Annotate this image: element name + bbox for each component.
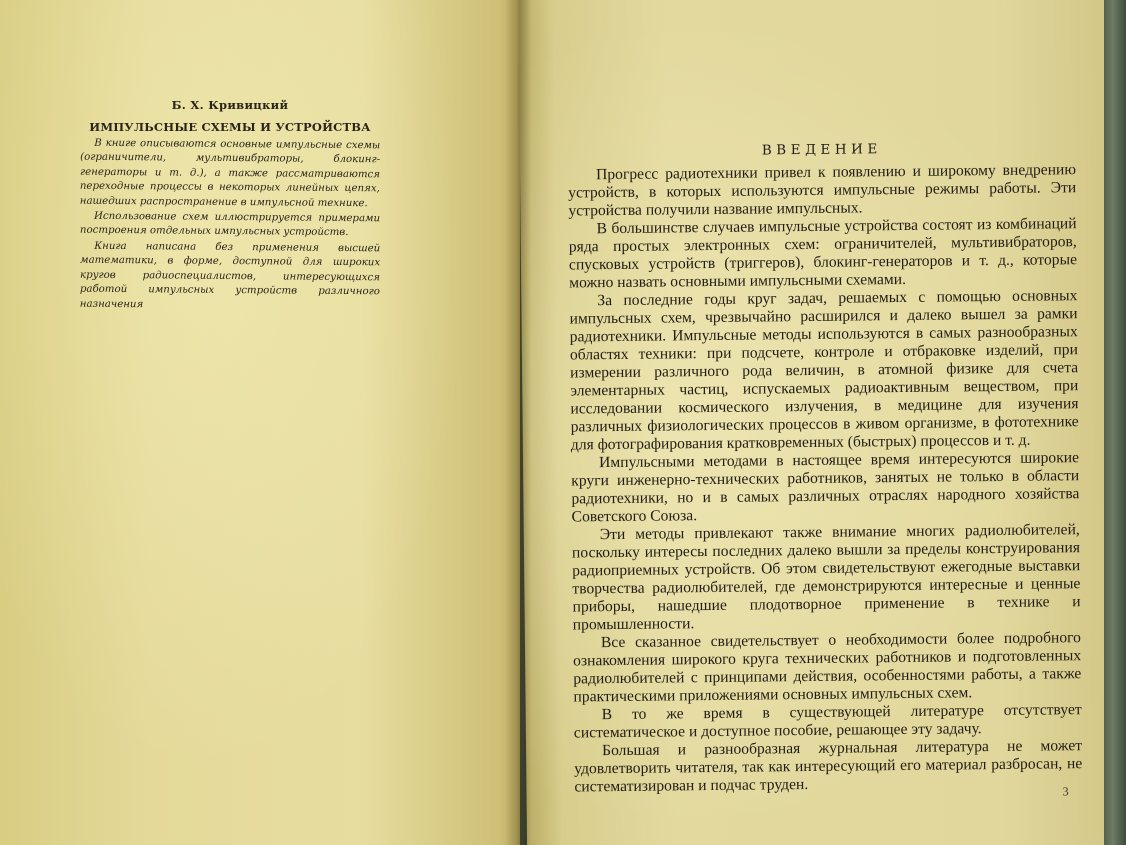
body-paragraph: За последние годы круг задач, решаемых с помощью основных импульсных схем, чрезвычайно расширился и далеко вышел за рамки радиотехники. Импульсные методы используются в самых разнообразных областях техники: при подсчете, контроле и отбраковке изделий, при измерении различного рода величин, в атомной физике для счета элементарных частиц, испускаемых радиоактивным веществом, при исследовании космического излучения, в медицине для изучения различных физиологических процессов в живом организме, в фототехнике для фотографирования кратковременных (быстрых) процессов и т. д. [569,287,1079,454]
body-paragraph: Все сказанное свидетельствует о необходимости более подробного ознакомления широкого круга технических работников и подготовленных радиолюбителей с принципами действия, особенностями работы, а также практическими приложениями основных импульсных схем. [573,629,1082,706]
body-paragraph: Эти методы привлекают также внимание многих радиолюбителей, поскольку интересы последних далеко вышли за пределы конструирования радиоприемных устройств. Об этом свидетельствуют ежегодные выставки творчества радиолюбителей, где демонстрируются интересные и ценные приборы, нашедшие плодотворное применение в технике и промышленности. [571,521,1081,634]
annotation-paragraph: В книге описываются основные импульсные схемы (ограничители, мультивибраторы, блокинг-генераторы и т. д.), а также рассматриваются переходные процессы в некоторых линейных цепях, нашедших распространение в импульсной технике. [79,137,381,209]
author-name: Б. Х. Кривицкий [171,98,289,112]
introduction-text [568,139,1083,796]
right-page [518,0,1121,845]
body-paragraph: В то же время в существующей литературе отсутствует систематическое и доступное пособие, решающее эту задачу. [573,701,1082,742]
body-paragraph: В большинстве случаев импульсные устройства состоят из комбинаций ряда простых электронных схем: ограничителей, мультивибраторов, спусковых устройств (триггеров), блокинг-генераторов и т. д., которые можно назвать основными импульсными схемами. [568,215,1078,292]
book-title: ИМПУЛЬСНЫЕ СХЕМЫ И УСТРОЙСТВА [89,120,371,134]
left-page [0,0,520,845]
book-gutter [505,0,531,845]
body-paragraph: Прогресс радиотехники привел к появлению и широкому внедрению устройств, в которых используются импульсные режимы работы. Эти устройства получили название импульсных. [568,161,1077,220]
section-heading: ВВЕДЕНИЕ [761,141,882,159]
body-paragraph: Импульсными методами в настоящее время интересуются широкие круги инженерно-технических работников, занятых не только в области радиотехники, но и в самых различных отраслях народного хозяйства Советского Союза. [571,449,1080,526]
body-paragraph: Большая и разнообразная журнальная литература не может удовлетворить читателя, так как интересующий его материал разбросан, не систематизирован и подчас труден. [574,737,1083,796]
annotation-paragraph: Использование схем иллюстрируется примерами построения отдельных импульсных устройств. [79,210,381,239]
background-edge [1104,0,1126,845]
annotation-paragraph: Книга написана без применения высшей математики, в форме, доступной для широких кругов радиоспециалистов, интересующихся работой импульсных устройств различного назначения [79,240,381,310]
page-number: 3 [1062,784,1069,799]
annotation-block [80,98,380,313]
